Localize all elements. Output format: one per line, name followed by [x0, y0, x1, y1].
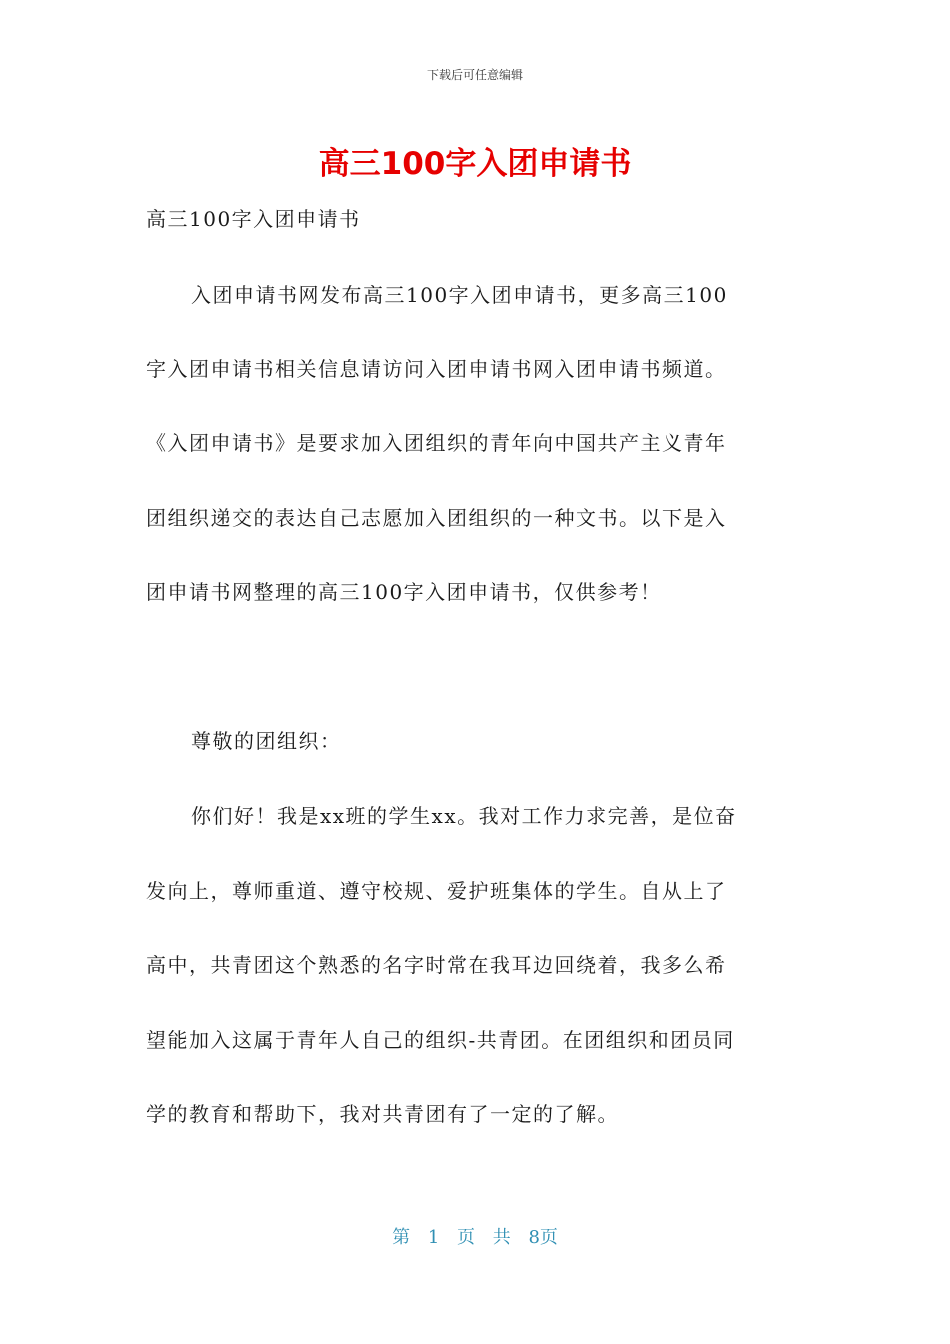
- intro-line-4: 团组织递交的表达自己志愿加入团组织的一种文书。以下是入: [146, 506, 727, 530]
- page-unit: 页: [457, 1227, 475, 1248]
- page-number: 1: [427, 1227, 440, 1248]
- body-line-3: 高中，共青团这个熟悉的名字时常在我耳边回绕着，我多么希: [146, 953, 727, 977]
- body-line-5: 学的教育和帮助下，我对共青团有了一定的了解。: [146, 1102, 619, 1126]
- body-line-2: 发向上，尊师重道、遵守校规、爱护班集体的学生。自从上了: [146, 879, 727, 903]
- intro-line-3: 《入团申请书》是要求加入团组织的青年向中国共产主义青年: [146, 431, 727, 455]
- page-footer: [0, 1226, 950, 1250]
- body-line-1: 你们好！我是xx班的学生xx。我对工作力求完善，是位奋: [191, 804, 737, 828]
- document-subtitle: 高三100字入团申请书: [146, 207, 361, 231]
- page-prefix: 第: [392, 1227, 411, 1248]
- total-pages: 8页: [528, 1227, 558, 1248]
- body-line-4: 望能加入这属于青年人自己的组织-共青团。在团组织和团员同: [146, 1028, 735, 1052]
- document-title: 高三100字入团申请书: [318, 146, 632, 182]
- salutation: 尊敬的团组织：: [191, 729, 342, 753]
- intro-line-1: 入团申请书网发布高三100字入团申请书，更多高三100: [191, 283, 728, 307]
- header-note: 下载后可任意编辑: [426, 68, 523, 82]
- total-prefix: 共: [492, 1227, 511, 1248]
- intro-line-2: 字入团申请书相关信息请访问入团申请书网入团申请书频道。: [146, 357, 727, 381]
- intro-line-5: 团申请书网整理的高三100字入团申请书，仅供参考！: [146, 580, 662, 604]
